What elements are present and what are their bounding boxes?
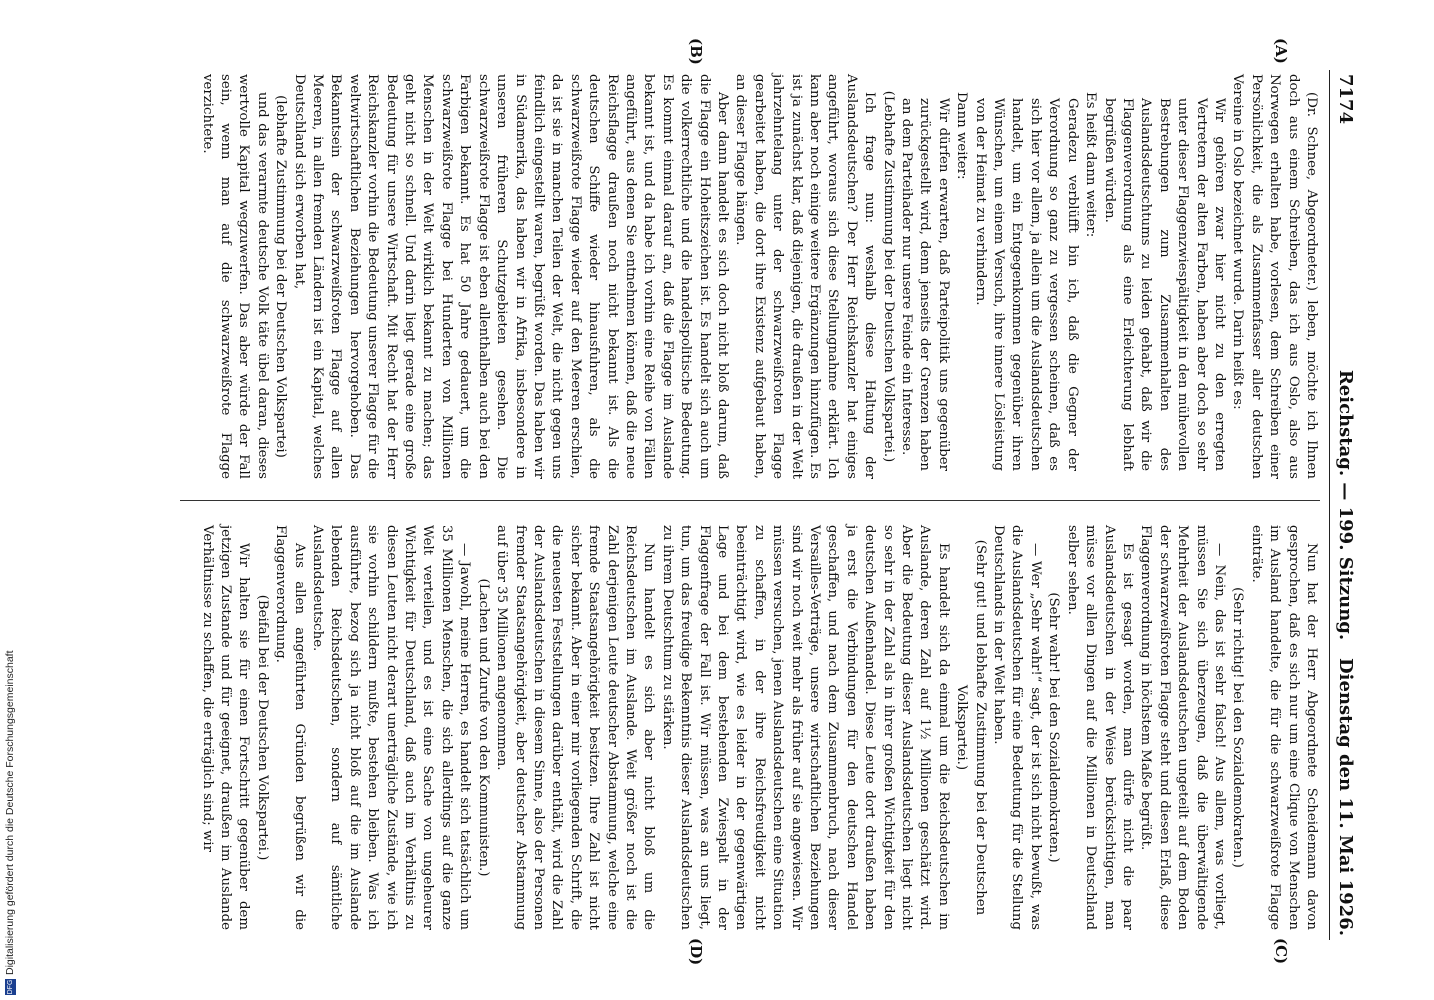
paragraph: — Jawohl, meine Herren, es handelt sich tatsächlich um 35 Millionen Menschen, die sich allerdings auf die ganze Welt verteilen, und es ist eine Sache von ungeheurer Wichtigkeit für Deutschland, daß auch im Verhältnis zu diesen Leuten nicht derart unerträgliche Zustände, wie ich sie vorhin schildern mußte, bestehen bleiben. Was ich ausführte, bezog sich ja nicht bloß auf die im Auslande lebenden Reichsdeutschen, sondern auf sämtliche Auslandsdeutsche. (310, 525, 473, 930)
paragraph: Aus allen angeführten Gründen begrüßen wir die Flaggenverordnung. (273, 525, 307, 930)
interjection: (Sehr richtig! bei den Sozialdemokraten.) (1230, 587, 1246, 868)
margin-mark-c: (C) (1272, 938, 1290, 965)
paragraph: und das verarmte deutsche Volk täte übel daran, dieses wertvolle Kapital wegzuwerfen. Das aber würde der Fall sein, wenn man auf die schwarzweißrote Flagge verzichtete. (199, 74, 270, 479)
quotation: Geradezu verblüfft bin ich, daß die Gegner der Verordnung so ganz zu vergessen scheinen, daß es sich hier vor allem, ja allein um die Auslandsdeutschen handelt, um ein Entgegenkommen gegenüber ihren Wünschen, um einem Versuch, ihre innere Lösleistung von der Heimat zu verhindern. (972, 98, 1080, 471)
paragraph: Es heißt dann weiter: (1083, 92, 1099, 238)
paragraph: Nun hat der Herr Abgeordnete Scheidemann davon gesprochen, daß es sich nur um eine Clique von Menschen im Ausland handelte, die für die schwarzweißrote Flagge einträte. (1248, 525, 1319, 930)
right-column (170, 525, 1320, 930)
scanned-page (120, 38, 1360, 966)
page-header (1329, 70, 1360, 940)
paragraph: Es handelt sich da einmal um die Reichsdeutschen im Auslande, deren Zahl auf 1½ Millionen geschätzt wird. Aber die Bedeutung dieser Auslandsdeutschen liegt nicht so sehr in der Zahl als in ihrer großen Wichtigkeit für den deutschen Außenhandel. Diese Leute dort draußen haben ja erst die Verbindungen für den deutschen Handel geschaffen, und nach dem Zusammenbruch, nach dieser Versailles-Verträge, unsere wirtschaftlichen Beziehungen sind wir noch weit mehr als früher auf sie angewiesen. Wir müssen versuchen, jenen Auslandsdeutschen eine Situation zu schaffen, in der ihre Reichsfreudigkeit nicht beeinträchtigt wird, wie es leider in der gegenwärtigen Lage und bei dem bestehenden Zwiespalt in der Flaggenfrage der Fall ist. Wir müssen, was an uns liegt, tun, um das freudige Bekenntnis dieser Auslandsdeutschen zu ihrem Deutschtum zu stärken. (659, 525, 951, 930)
interjection: (Sehr gut! und lebhafte Zustimmung bei der Deutschen Volkspartei.) (954, 539, 988, 916)
session-title: Reichstag. — 199. Sitzung. (1335, 369, 1356, 641)
margin-mark-b: (B) (687, 38, 705, 65)
page-number: 7174 (1335, 74, 1356, 125)
interjection: (Sehr wahr! bei den Sozialdemokraten.) (1046, 592, 1062, 863)
paragraph: Dann weiter: (954, 92, 970, 180)
session-date: Dienstag den 11. Mai 1926. (1335, 658, 1356, 936)
interjection: (Lebhafte Zustimmung bei der Deutschen Volkspartei.) (880, 90, 896, 463)
paragraph: Nun handelt es sich aber nicht bloß um die Reichsdeutschen im Auslande. Weit größer noch ist die Zahl derjenigen Leute deutscher Abstammung, welche eine fremde Staatsangehörigkeit besitzen. Ihre Zahl ist nicht sicher bekannt. Aber in einer mir vorliegenden Schrift, die die neuesten Feststellungen darüber enthält, wird die Zahl der Auslandsdeutschen in diesem Sinne, also der Personen fremder Staatsangehörigkeit, aber deutscher Abstammung auf über 35 Millionen angenommen. (494, 525, 657, 930)
paragraph: (Dr. Schnee, Abgeordneter.) leben, möchte ich Ihnen doch aus einem Schreiben, das ich aus Oslo, also aus Norwegen erhalten habe, vorlesen, dem Schreiben einer Persönlichkeit, die als Zusammenfasser aller deutschen Vereine in Oslo bezeichnet wurde. Darin heißt es: (1230, 74, 1319, 479)
paragraph: — Wer „Sehr wahr!“ sagt, der ist sich nicht bewußt, was die Auslandsdeutschen für eine Bedeutung für die Stellung Deutschlands in der Welt haben. (991, 525, 1043, 930)
margin-mark-d: (D) (687, 938, 705, 966)
left-column (170, 74, 1320, 479)
paragraph: — Nein, das ist sehr falsch! Aus allem, was vorliegt, müssen Sie sich überzeugen, daß die überwältigende Mehrheit der Auslandsdeutschen ungeteilt auf dem Boden der schwarzweißroten Flagge steht und diesen Erlaß, diese Flaggenverordnung in höchstem Maße begrüßt. (1138, 525, 1227, 930)
quotation: Wir gehören zwar hier nicht zu den erregten Vertretern der alten Farben, haben aber doch so sehr unter dieser Flaggenzwiespältigkeit in den mühevollen Bestrebungen zum Zusammenhalten des Auslandsdeutschtums zu leiden gehabt, daß wir die Flaggenverordnung als eine Erleichterung lebhaft begrüßen würden. (1101, 98, 1227, 471)
paragraph: Ich frage nun: weshalb diese Haltung der Auslandsdeutschen? Der Herr Reichskanzler hat einiges angeführt, woraus sich diese Stellungnahme erklärt. Ich kann aber noch einige weitere Ergänzungen hinzufügen. Es ist ja zunächst klar, daß diejenigen, die draußen in der Welt jahrzehntelang unter der schwarzweißroten Flagge gearbeitet haben, die dort ihre Existenz aufgebaut haben, an dieser Flagge hängen. (733, 74, 878, 479)
paragraph: Aber dann handelt es sich doch nicht bloß darum, daß die Flagge ein Hoheitszeichen ist. Es handelt sich auch um die volkerrechtliche und die handelspolitische Bedeutung. Es kommt einmal darauf an, daß die Flagge im Auslande bekannt ist, und da habe ich vorhin eine Reihe von Fällen angeführt, aus denen Sie entnehmen können, daß die neue Reichsflagge draußen noch nicht bekannt ist. Als die deutschen Schiffe wieder hinausfuhren, als die schwarzweißrote Flagge wieder auf den Meeren erschien, da ist sie in manchen Teilen der Welt, die nicht gegen uns feindlich eingestellt waren, begrüßt worden. Das haben wir in Südamerika, das haben wir in Afrika, insbesondere in unseren früheren Schutzgebieten gesehen. Die schwarzweißrote Flagge ist eben allenthalben auch bei den Farbigen bekannt. Es hat 50 Jahre gedauert, um die schwarzweißrote Flagge bei Hunderten von Millionen Menschen in der Welt wirklich bekannt zu machen; das geht nicht so schnell. Und darin liegt gerade eine große Bedeutung für unsere Wirtschaft. Mit Recht hat der Herr Reichskanzler vorhin die Bedeutung unserer Flagge für die weltwirtschaftlichen Beziehungen hervorgehoben. Das Bekanntsein der schwarzweißroten Flagge auf allen Meeren, in allen fremden Ländern ist ein Kapital, welches Deutschland sich erworben hat, (291, 74, 730, 479)
dfg-logo: DFG (6, 979, 14, 995)
margin-mark-a: (A) (1272, 38, 1290, 64)
column-divider (180, 500, 1320, 501)
quotation: Wir dürfen erwarten, daß Parteipolitik uns gegenüber zurückgestellt wird, denn jenseits der Grenzen haben an dem Parteihader nur unsere Feinde ein Interesse. (899, 98, 951, 471)
interjection: (Beifall bei der Deutschen Volkspartei.) (254, 594, 270, 861)
paragraph: Es ist gesagt worden, man dürfe nicht die paar Auslandsdeutschen in der Weise berücksichtigen, man müsse vor allen Dingen auf die Millionen in Deutschland selber sehen. (1064, 525, 1135, 930)
interjection: (Lachen und Zurufe von den Kommunisten.) (475, 578, 491, 877)
paragraph: Wir halten sie für einen Fortschritt gegenüber dem jetzigen Zustande und für geeignet, draußen im Auslande Verhältnisse zu schaffen, die erträglich sind; wir (199, 525, 252, 930)
credit-text: Digitalisierung gefördert durch die Deutsche Forschungsgemeinschaft (4, 650, 16, 975)
interjection: (lebhafte Zustimmung bei der Deutschen Volkspartei) (273, 95, 289, 458)
digitization-credit (3, 5, 17, 995)
